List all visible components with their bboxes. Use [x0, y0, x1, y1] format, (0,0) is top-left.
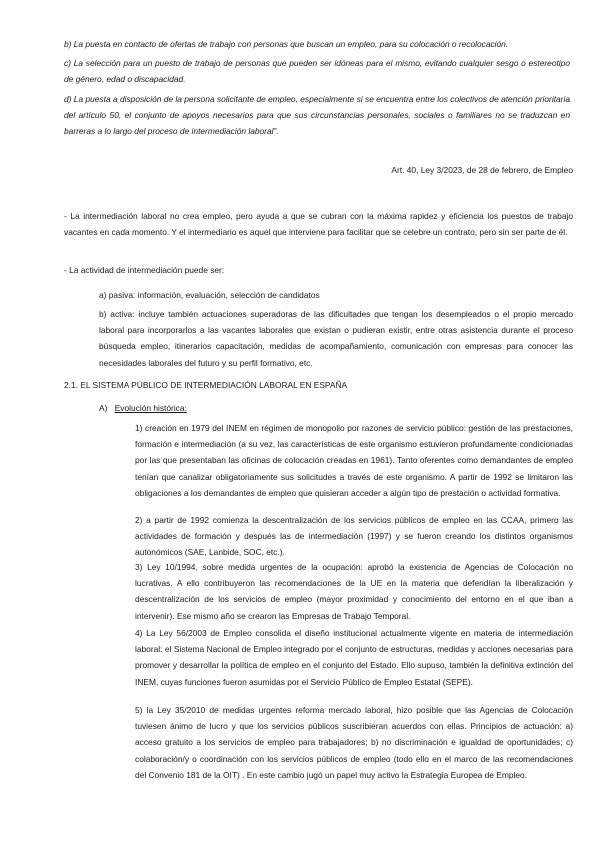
quote-item-c: c) La selección para un puesto de trabajo de personas que pueden ser idóneas para el mismo, evitando cualquier sesgo o estereotipo de género, edad o discapacidad. [64, 58, 570, 85]
subsection-heading [99, 400, 573, 416]
section-heading: 2.1. EL SISTEMA PÚBLICO DE INTERMEDIACIÓN LABORAL EN ESPAÑA [64, 380, 348, 390]
history-item-2: 2) a partir de 1992 comienza la descentralización de los servicios públicos de empleo en las CCAA, primero las actividades de formación y después las de intermediación (1997) y se fueron creando los distintos organismos autonómicos (SAE, Lanbide, SOC, etc.). [135, 515, 573, 558]
history-item-3: 3) Ley 10/1994, sobre medida urgentes de la ocupación: aprobó la existencia de Agencias de Colocación no lucrativas. A ello contribuyeron las recomendaciones de la UE en la materia que defendían la liberalización y descentralización de los servicios de empleo (mayor proximidad y conocimiento del entorno en el que iban a intervenir). Ese mismo año se crearon las Empresas de Trabajo Temporal. [135, 562, 573, 621]
quote-item-b: b) La puesta en contacto de ofertas de trabajo con personas que buscan un empleo, para su colocación o recolocación. [64, 39, 509, 49]
history-item-4: 4) La Ley 56/2003 de Empleo consolida el diseño institucional actualmente vigente en materia de intermediación laboral: el Sistema Nacional de Empleo integrado por el conjunto de estructuras, medidas y acciones necesarias para promover y desarrollar la política de empleo en el conjunto del Estado. Ello supuso, también la definitiva extinción del INEM, cuyas funciones fueron asumidas por el Servicio Público de Empleo Estatal (SEPE). [135, 628, 573, 687]
activity-passive: a) pasiva: información, evaluación, selección de candidatos [99, 290, 320, 300]
quote-item-d: d) La puesta a disposición de la persona solicitante de empleo, especialmente si se encuentra entre los colectivos de atención prioritaria del artículo 50, el conjunto de apoyos necesarios para que sus circunstancias personales, sociales o familiares no se traduzcan en barreras a lo largo del proceso de intermediación laboral”. [64, 94, 570, 137]
subsection-label: A) [99, 403, 108, 413]
history-item-1: 1) creación en 1979 del INEM en régimen de monopolio por razones de servicio público: gestión de las prestaciones, formación e intermediación (a su vez, las características de este organismo estuvieron profundamente condicionadas por las que presentaban las oficinas de colocación creadas en 1961). Tanto oferentes como demandantes de empleo tenían que canalizar obligatoriamente sus solicitudes a través de este organismo. A partir de 1992 se limitaron las obligaciones a los demandantes de empleo que quisieran acceder a algún tipo de prestación o actividad formativa. [135, 423, 573, 498]
quote-citation: Art. 40, Ley 3/2023, de 28 de febrero, de Empleo [391, 165, 573, 175]
subsection-title: Evolución histórica: [114, 403, 187, 413]
intro-paragraph: - La intermediación laboral no crea empleo, pero ayuda a que se cubran con la máxima rapidez y eficiencia los puestos de trabajo vacantes en cada momento. Y el intermediario es aquel que interviene para facilitar que se celebre un contrato, pero sin ser parte de él. [64, 211, 573, 238]
activity-intro: - La actividad de intermediación puede ser: [64, 265, 225, 275]
history-item-5: 5) la Ley 35/2010 de medidas urgentes reforma mercado laboral, hizo posible que las Agencias de Colocación tuviesen ánimo de lucro y que los servicios públicos suscribieran acuerdos con ellas. Principios de actuación: a) acceso gratuito a los servicios de empleo para trabajadores; b) no discriminación e igualdad de oportunidades; c) colaboración/y o coordinación con los servicios públicos de empleo (todo ello en el marco de las recomendaciones del Convenio 181 de la OIT) . En este cambio jugó un papel muy activo la Estrategia Europea de Empleo. [135, 705, 573, 780]
activity-active: b) activa: incluye también actuaciones superadoras de las dificultades que tengan los desempleados o el propio mercado laboral para incorporarlos a las vacantes laborales que existan o pudieran existir, entre otras asistencia durante el proceso búsqueda empleo, itinerarios capacitación, medidas de acompañamiento, comunicación con empresas para conocer las necesidades laborales del futuro y su perfil formativo, etc. [99, 309, 573, 368]
